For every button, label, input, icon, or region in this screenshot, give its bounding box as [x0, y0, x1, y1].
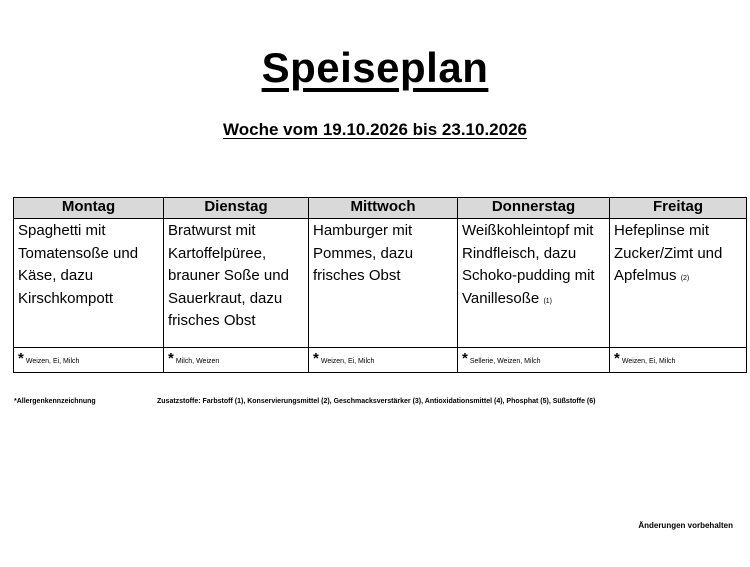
allergens-wednesday: [309, 348, 458, 373]
meal-text: Hefeplinse mit Zucker/Zimt und Apfelmus: [614, 222, 723, 284]
allergens-monday: [14, 348, 164, 373]
asterisk: *: [313, 350, 319, 367]
page-title: Speiseplan: [261, 44, 489, 91]
meal-row: [14, 219, 747, 348]
meal-tuesday: [164, 219, 309, 348]
menu-table: [13, 197, 747, 373]
allergens-tuesday: [164, 348, 309, 373]
day-header-row: [14, 198, 747, 219]
asterisk: *: [462, 350, 468, 367]
allergen-row: [14, 348, 747, 373]
day-header-friday: Freitag: [610, 198, 747, 219]
asterisk: *: [614, 350, 620, 367]
allergen-footnote: *Allergenkennzeichnung: [14, 398, 96, 405]
day-header-monday: Montag: [14, 198, 164, 219]
asterisk: *: [18, 350, 24, 367]
meal-text: Spaghetti mit Tomatensoße und Käse, dazu Kirschkompott: [18, 222, 139, 307]
allergen-text: Weizen, Ei, Milch: [320, 358, 375, 365]
meal-thursday: [458, 219, 610, 348]
meal-text: Weißkohleintopf mit Rindfleisch, dazu Schoko-pudding mit Vanillesoße: [462, 222, 595, 307]
allergens-thursday: [458, 348, 610, 373]
meal-wednesday: [309, 219, 458, 348]
additives-legend: Zusatzstoffe: Farbstoff (1), Konservierungsmittel (2), Geschmacksverstärker (3), Antioxidationsmittel (4), Phosphat (5), Süßstoffe (6): [157, 398, 596, 405]
additive-marker: (2): [680, 275, 690, 282]
day-header-tuesday: Dienstag: [164, 198, 309, 219]
week-subtitle: Woche vom 19.10.2026 bis 23.10.2026: [223, 120, 527, 139]
meal-text: Hamburger mit Pommes, dazu frisches Obst: [313, 222, 414, 284]
day-header-thursday: Donnerstag: [458, 198, 610, 219]
asterisk: *: [168, 350, 174, 367]
allergen-text: Sellerie, Weizen, Milch: [469, 358, 541, 365]
meal-monday: [14, 219, 164, 348]
allergens-friday: [610, 348, 747, 373]
allergen-text: Weizen, Ei, Milch: [25, 358, 80, 365]
additive-marker: (1): [543, 297, 552, 305]
changes-disclaimer: Änderungen vorbehalten: [638, 521, 733, 530]
meal-text: Bratwurst mit Kartoffelpüree, brauner Soße und Sauerkraut, dazu frisches Obst: [168, 222, 289, 329]
allergen-text: Weizen, Ei, Milch: [621, 358, 676, 365]
allergen-text: Milch, Weizen: [175, 358, 220, 365]
day-header-wednesday: Mittwoch: [309, 198, 458, 219]
meal-friday: [610, 219, 747, 348]
